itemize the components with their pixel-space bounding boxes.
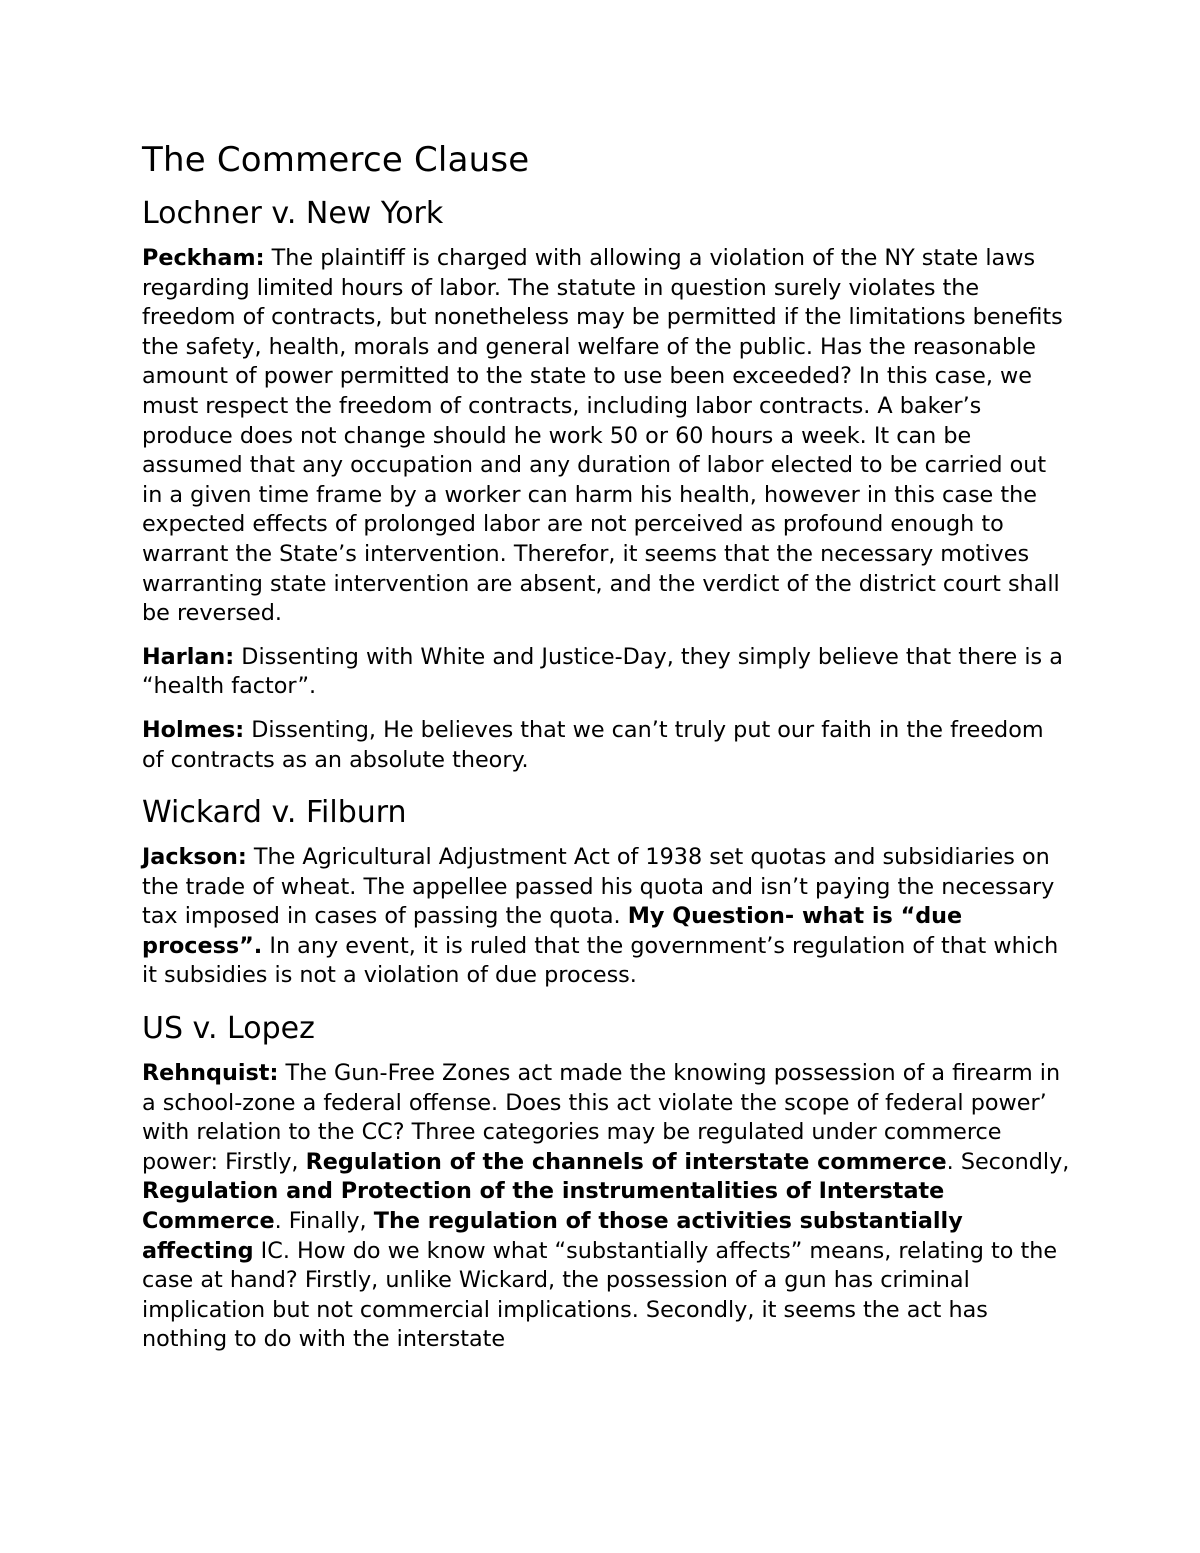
bold-text-run: The regulation of those activities substantially affecting <box>142 1208 963 1264</box>
opinion-paragraph <box>142 643 1072 702</box>
bold-text-run: My Question- what is “due process”. <box>142 903 963 959</box>
text-run: IC. How do we know what “substantially affects” means, relating to the case at hand? Firstly, unlike Wickard, the possession of a gun has criminal implication but not commercial implications. Secondly, it seems the act has nothing to do with the interstate <box>142 1237 1058 1353</box>
text-run: Dissenting with White and Justice-Day, they simply believe that there is a “health factor”. <box>142 643 1063 700</box>
sections-container <box>142 194 1072 1355</box>
text-run: The Agricultural Adjustment Act of 1938 set quotas and subsidiaries on the trade of wheat. The appellee passed his quota and isn’t paying the necessary tax imposed in cases of passing the quota. <box>142 844 1055 930</box>
bold-text-run: Regulation of the channels of interstate commerce <box>305 1148 947 1175</box>
case-heading: US v. Lopez <box>142 1011 315 1047</box>
document-body <box>142 138 1072 1373</box>
bold-text-run: Peckham: <box>142 245 265 271</box>
bold-text-run: Holmes: <box>142 716 245 743</box>
opinion-paragraph <box>142 1059 1072 1355</box>
document-title: The Commerce Clause <box>142 140 530 180</box>
text-run: Dissenting, He believes that we can’t truly put our faith in the freedom of contracts as an absolute theory. <box>142 716 1044 773</box>
case-heading: Wickard v. Filburn <box>142 795 407 831</box>
opinion-paragraph <box>142 244 1072 629</box>
opinion-paragraph <box>142 716 1072 775</box>
text-run: The plaintiff is charged with allowing a violation of the NY state laws regarding limited hours of labor. The statute in question surely violates the freedom of contracts, but nonetheless may be permitted if the limitations benefits the safety, health, morals and general welfare of the public. Has the reasonable amount of power permitted to the state to use been exceeded? In this case, we must respect the freedom of contracts, including labor contracts. A baker’s produce does not change should he work 50 or 60 hours a week. It can be assumed that any occupation and any duration of labor elected to be carried out in a given time frame by a worker can harm his health, however in this case the expected effects of prolonged labor are not perceived as profound enough to warrant the State’s intervention. Therefor, it seems that the necessary motives warranting state intervention are absent, and the verdict of the district court shall be reversed. <box>142 245 1063 627</box>
case-heading: Lochner v. New York <box>142 196 444 231</box>
bold-text-run: Jackson: <box>142 844 247 871</box>
text-run: The Gun-Free Zones act made the knowing possession of a firearm in a school-zone a federal offense. Does this act violate the scope of federal power’ with relation to the CC? Three categories may be regulated under commerce power: Firstly, <box>142 1060 1061 1175</box>
bold-text-run: Regulation and Protection of the instrumentalities of Interstate Commerce <box>142 1178 945 1235</box>
opinion-paragraph <box>142 843 1072 991</box>
text-run: In any event, it is ruled that the government’s regulation of that which it subsidies is not a violation of due process. <box>142 932 1059 989</box>
bold-text-run: Rehnquist: <box>142 1060 279 1087</box>
bold-text-run: Harlan: <box>142 643 235 670</box>
text-run: . Finally, <box>274 1208 374 1235</box>
text-run: . Secondly, <box>946 1148 1070 1175</box>
